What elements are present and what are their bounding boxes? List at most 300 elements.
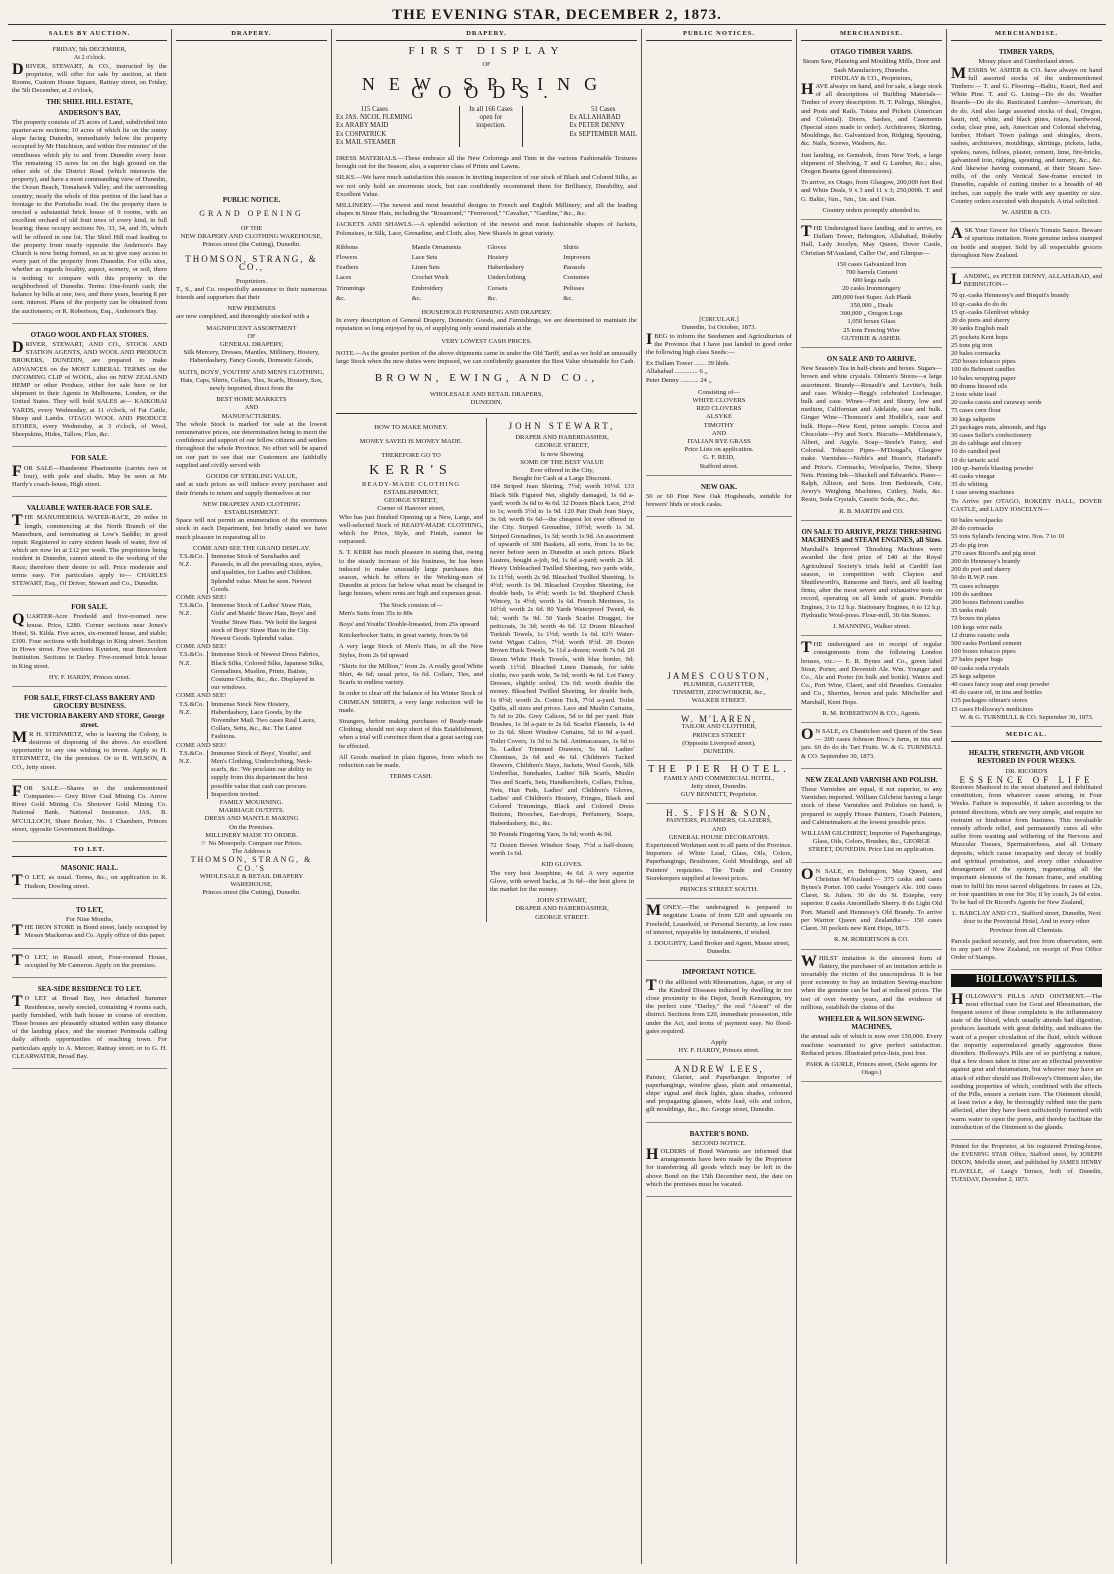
notice-title: PUBLIC NOTICE. (222, 196, 281, 205)
ad-heading: WHEELER & WILSON SEWING-MACHINES, (817, 1014, 926, 1032)
goods-item: 27 bales paper bags (951, 656, 1003, 664)
stock-line: Knickerbocker Suits, in great variety, from 9s 6d (339, 632, 468, 640)
goods-item: Mantle Ornaments (411, 243, 462, 251)
goods-item: 25 tons Fencing Wire (843, 326, 900, 334)
couston-ad (646, 670, 792, 710)
millinery: MILLINERY MADE TO ORDER. (205, 831, 298, 839)
goods-list (801, 261, 942, 335)
for-sale-ad (12, 450, 167, 497)
goods-item: Hosiery (487, 254, 509, 262)
ad-heading: OTAGO WOOL AND FLAX STORES. (30, 330, 149, 339)
of-the: OF THE (240, 224, 263, 232)
goods-item: 200 do Hennessy's brandy (951, 557, 1021, 565)
column-auctions (8, 29, 172, 1564)
olsen-ad (951, 225, 1102, 268)
ad-body: Experienced Workmen sent to all parts of the Province. Importers of White Lead, Glass, Oils, Colors, Paperhangings, Brushware, Gold Mouldings, and all Painters' requisites. The Trade and Country Storekeepers supplied at lowest prices. (646, 841, 792, 882)
wheeler-ad (801, 953, 942, 1083)
ad-body: THE Undersigned have landing, and to arrive, ex Dallam Tower, Bebington, Allahabad, Rokeby Hall, Lady Jocelyn, May Queen, Dover Castle, Christian M'Ausland, Caller Ou', and Glimpse— (801, 223, 942, 257)
ready-made: READY-MADE CLOTHING (362, 480, 460, 488)
kid-gloves: KID GLOVES. (541, 861, 583, 869)
otago-wool-ad (12, 327, 167, 448)
goods-item: 75 cases schnapps (951, 582, 999, 590)
lower-ads (336, 413, 637, 922)
goods-item: 600 kegs nails (852, 277, 891, 285)
stock-label: The Stock consists of— (379, 601, 443, 609)
goods-item: 30 cases Seller's confectionery (951, 431, 1032, 439)
pier-hotel-ad (646, 764, 792, 804)
goods-item: Lace Sets (411, 254, 438, 262)
ship: Ex JAS. NICOL FLEMING (336, 114, 413, 122)
goods-item: 200 do port and sherry (951, 566, 1011, 574)
kerr-text: S. T. KERR has much pleasure in stating that, owing to the steady increase of his business, he has been induced to make unusually large purchases this season, which he offers to the Working-men of Dunedin at prices far below what must be charged in large houses, where rents are high and expenses great. (339, 549, 483, 598)
column-heading: DRAPERY. (176, 29, 327, 41)
ad-body: IBEG to inform the Seedsmen and Agriculturists of the Province that I have just landed in good order the following high class Seeds:— (646, 330, 792, 357)
goods-item: 23 packages nuts, almonds, and figs (951, 423, 1047, 431)
ad-body: TO the afflicted with Rheumatism, Ague, or any of the Kindred Diseases induced by dwelling in too close proximity to the Depot, South Kensington, try the perfect cure "Darley," the real "Ararat" of the district. Sections from £20, immediate possession, title under the Act, and terms of payment easy. No flood-gates required. (646, 976, 792, 1035)
goods-item: 350,000 „ Deals (850, 301, 893, 309)
signature: R. B. MARTIN and CO. (839, 507, 904, 515)
ad-subheading: For Nine Months, (65, 916, 114, 924)
goods-item: Corsets (487, 284, 508, 292)
goods-grid (336, 244, 637, 303)
goods-item: Trimmings (336, 284, 366, 292)
goods-list (951, 292, 1102, 497)
goods-item: 135 packages oilman's stores (951, 697, 1028, 705)
silks: SILKS.—We have much satisfaction this season in inviting inspection of our stock of Black and Colored Silks, as we not only hold an enormous stock, but can confidently recommend them for Brilliancy, Durability, and Excellent Value. (336, 174, 637, 198)
varnish-ad (801, 772, 942, 863)
goods-item: 100 qr.-barrels blasting powder (951, 464, 1034, 472)
goods-item: 73 boxes tin plates (951, 615, 1001, 623)
case-count: 51 Cases (591, 106, 616, 114)
price-lists: Price Lists on application. (684, 446, 754, 454)
household: HOUSEHOLD FURNISHING AND DRAPERY. (421, 309, 552, 317)
ad-body: Just landing, ex Gemsbok, from New York, a large shipment of Shelving, T and G Lumber, &c.; also, Oregon Beams (good dimensions). (801, 151, 942, 176)
goods-item: Parasols (563, 264, 586, 272)
goods-item: Ribbons (336, 243, 358, 251)
ad-body: New Season's Tea in half-chests and boxes. Sugars—brown and white crystals. Oilmen's Stores—a large assortment. Brandy—Renault's and Levitte's, bulk and case. Whisky—Begg's celebrated Lochnagar, bulk and case. Wines—Port and Sherry, low and medium, Californian and Adelaide, case and bulk. Ginger Wine—Thomson's and Hoddle's, case and bulk. Hops—New Kent, prime sample. Cocoa and Chocolate—Fry and Son's. Biscuits—Middlemass's, Albert, and Argyle. Soap—Steele's Fancy, and Colonial. Tobacco Pipes—M'Dougal's, Glasgow make. Varnishes—Noble's and Hoare's, Harland's and Price's. Cornsacks, Woolpacks, Twine, Sheep Nets. Printing Ink—Shackell and Edwards's. Piano—Ralph, Allison, and Sons. Iron Bedsteads, Cots, Avery's Weighing Machines, Cutlery, Nails, &c. Resin, Soda Crystals, Caustic Soda, &c., &c. (801, 365, 942, 504)
goods-item: 25 tons pig iron (951, 341, 993, 349)
draper-2: DRAPER AND HABERDASHER, (515, 905, 609, 913)
signature: G. F. REID, (703, 454, 735, 462)
ad-heading: NEW ZEALAND VARNISH AND POLISH. (805, 775, 938, 784)
goods-item: 1 case sewing machines (951, 489, 1015, 497)
every-text: In every description of General Drapery, Domestic Goods, and Furnishings, we are determined to maintain the reputation so long enjoyed by us, of supplying only sound materials at the (336, 317, 637, 333)
street: GEORGE STREET, (535, 442, 589, 450)
ship: Ex MAIL STEAMER (336, 138, 396, 146)
goods-item: 15 qr.-casks Glenlivet whisky (951, 308, 1030, 316)
ad-body: MONEY.—The undersigned is prepared to negotiate Loans of from £20 and upwards on Freehold, Leasehold, or Personal Security, at low rates of interest, repayable by instalments, if wished. (646, 902, 792, 936)
ships-right (569, 106, 637, 147)
address: Stafford street. (699, 462, 739, 470)
column-heading: DRAPERY. (336, 29, 637, 41)
signature: J. MANNING, Walker street. (832, 623, 911, 630)
millinery: MILLINERY.—The newest and most beautiful designs in French and English Millinery; and all the leading shapes in Straw Hats, including the "Rosamond," "Fernwood," "Cavalier," "Gardine," &c., &c. (336, 202, 637, 218)
asher-ad (951, 44, 1102, 222)
ad-heading: ON SALE TO ARRIVE, PRIZE THRESHING MACHINES and STEAM ENGINES, all Sizes. (801, 527, 942, 544)
fish-ad (646, 807, 792, 899)
goods-item: 100 kegs wire nails (951, 623, 1003, 631)
ad-body: ON SALE, ex Chanticleer and Queen of the Seas— 200 cases Johnson Bros.'s Jams, in tins and jars. 60 do do do Tart Fruits. W. & G. TURNBULL & CO. September 30, 1873. (801, 726, 942, 760)
ad-body: HOLDERS of Bond Warrants are informed that arrangements have been made by the Proprietor for transferring all goods which may be left in the above Bond on the 15th December next, the date on which the premises must be vacated. (646, 1146, 792, 1188)
goods-item: 30 tanks English malt (951, 325, 1009, 333)
ad-heading: TIMBER YARDS, (998, 48, 1055, 57)
intro-text: T., S., and Co. respectfully announce to their numerous friends and supporters that their (176, 285, 327, 302)
suits: SUITS, BOYS', YOUTHS' AND MEN'S CLOTHING, (178, 368, 325, 376)
goods-item: 30 kegs saltpetre (951, 415, 996, 423)
bebington-ad (801, 866, 942, 950)
brand: DR. RICORD'S (1005, 767, 1048, 775)
goods-item: 100 do Belmont candles (951, 366, 1015, 374)
ad-body: THE IRON STORE in Bond street, lately occupied by Messrs Mackerras and Co. Apply office of this paper. (12, 922, 167, 940)
goods-item: Underclothing (487, 274, 526, 282)
stock-line: A very large Stock of Men's Hats, in all the New Styles, from 2s 6d upward (339, 643, 483, 659)
stewart-body: 184 Striped Jean Shirting, 7½d; worth 10½d. 133 Black Silk Figured Net, slightly damaged, 1s 6d a-yard; worth 3s 6d to 4s 6d. 32 Dozen Black Lace, 2½d to 1s; worth 3½d to 1s 9d. 120 Pair Drab Jean Stays, 3s 6d; worth 6s 6d—the cheapest lot ever offered in the City. Striped Grenadine, 10½d; worth 1s 3d. Striped Grenadines, 1s 3d; worth 1s 9d. An assortment of upwards of 300 Baskets, all sorts, from 1s to 6s; never before seen in Dunedin at such prices. Black Lustres, bought a-job, 9d, 1s 6d a-yard; worth 2s 3d. Heavy Unbleached Twilled Sheeting, two yards wide, 1s 11½d; worth 2s 9d. Bleached Twilled Sheeting, 1s 4½d; worth 1s 9d. Bleached Croydon Sheeting, for double beds, 1s 4½d; worth 1s 9d. Shepherd Check Wincey, 1s 4½d; worth 1s 6d. French Merinoes, 1s 10½d; worth 2s 6d. 80 Yards Waterproof Tweed, 4s 6d; worth 5s 9d. 50 Yards Scarlet Drugget, for petticoats, 3s 3d; worth 4s 6d. 12 Dozen Bleached Turkish Towels, 1s 1½d; worth 1s 6d. 63½ Water-twist Wigan Calico, 7½d; worth 9½d. 20 Dozen Brown Huck Towels, 5s 11d a-dozen; worth 7s 6d. 20 Dozen White Huck Towels, with blue border, 9d; worth 11½d. Bleached Linen Damask, for table cloths, two yards wide, 5s 6d; worth 4s 6d. Lot Fancy Dresses, slightly soiled, 13s 6d; worth double the money. Bleached Twilled Sheeting, for double beds, 1s 8½d; worth 2s. Cotton Tick, 7½d a-yard. Toilet Quilts, all sizes and prices. Lace and Muslin Curtains, 7s 6d to 20s. Grey Calicos, 5d to 8d per yard. Hair Brushes, 1s 3d a-pair to 2s 6d. Scarlet Flannels, 1s 4d to 2s 6d. Short Window Curtains, 5d to 9d a-yard. Toilet Covers, 1s 3d to 3s 6d. Antimacassars, 1s 6d to 5s. Ladies' Trimmed Drawers, 5s 6d. Ladies' Chemises, 2s 6d and 4s 6d. Children's Tucked Drawers, Children's Stays, Jackets, Wool Goods, Silk Umbrellas, Sunshades, Ladies' Silk Scarfs, Muslin Ties and Scarfs, Sets, Handkerchiefs, Collars, Fichus, Nets, Hair Pads, Ladies' and Children's Gloves, Ladies' and Children's Hosiery, Fringes, Black and Colored Trimmings, Black and Colored Dress Buttons, Brooches, Ear-drops, Perfumery, Soaps, Haberdashery, &c., &c. (490, 483, 634, 827)
goods-item: Linen Sets (411, 264, 440, 272)
goods-item: &c. (336, 294, 346, 302)
signature: R. M. ROBERTSON & CO. (834, 936, 909, 944)
of-label: OF (482, 61, 491, 69)
stock-text: Immense Stock New Hosiery, Haberdashery, Lace Goods, by the November Mail. Two cases Real Laces, Collars, Setts, &c., &c. The Latest Fashions. (210, 700, 316, 741)
stock-line: Men's Suits from 35s to 80s (339, 609, 413, 617)
consisting: Consisting of— (698, 388, 740, 396)
on-premises: On the Premises. (229, 823, 274, 831)
stocked-text: are now completed, and thoroughly stocked with a (176, 313, 310, 321)
ad-body: To arrive, ex Otago, from Glasgow, 200,000 feet Red and White Deals, 9 x 3 and 11 x 3; 250,000ft. T. and G. Baltic, ¾in., ⅞in., 1in. and 1¼in. (801, 179, 942, 203)
signature: J. DOUGHTY, Land Broker and Agent, Manse street, Dunedin. (648, 939, 790, 956)
stock-line: All Goods marked in plain figures, from which no reduction can be made. (339, 753, 483, 770)
line: PAINTERS, PLUMBERS, GLAZIERS, (666, 817, 772, 825)
signature: W. ASHER & CO. (1001, 209, 1052, 217)
goods-item: &c. (563, 294, 573, 302)
ad-heading: FOR SALE, FIRST-CLASS BAKERY AND GROCERY BUSINESS. (24, 694, 155, 711)
showing: Is now Showing (540, 450, 584, 458)
new-spring-goods: NEW SPRING GOODS. (361, 73, 612, 102)
goods-item: 10 bales wrapping paper (951, 374, 1016, 382)
total-cases: In all 166 Cases open for inspection. (459, 106, 523, 147)
stock-text: Immense Stock of Ladies' Straw Hats, Girls' and Maids' Straw Hats, Boys' and Youths' Straw Hats. 'We hold the largest stock of Boys' Straw Hats in the City. Newest Goods. Splendid value. (210, 602, 317, 642)
ship: Ex ARABY MAID (336, 122, 389, 130)
seeds-ad (646, 314, 792, 476)
goods-item: 45 casks vinegar (951, 472, 995, 480)
firm-name-2: THOMSON, STRANG, & CO.'S (190, 855, 313, 873)
date: Dunedin, 1st October, 1873. (681, 324, 757, 332)
ship: Ex PETER DENNY (569, 122, 625, 130)
goods-item: 20 casks cassia and caraway seeds (951, 399, 1042, 407)
firm-name: BROWN, EWING, AND CO., (374, 372, 599, 385)
ad-body: Painter, Glazier, and Paperhanger. Importer of paperhangings, window glass, plain and ornamental, ships' signal and deck lights, glass shades, coloured and propagating glasses, white lead, oils and colors, gilt mouldings, &c., &c. George street, Dunedin. (646, 1073, 792, 1114)
ad-body: Restores Manhood to the most shattered and debilitated constitution, from whatever cause arising, in Four Weeks. Failure is impossible, if taken according to the printed directions, which are very simple, and require no restraint or hindrance from business. This invaluable remedy affords relief, and permanently cures all who suffer from wasting and withering of the Nervous and Muscular Tissues, Spermatorrhoea, and all Urinary deposits, which cause incapacity and decay of bodily and spiritual prostration, and every other exhaustive derangement of the system, regenerating all the important elements of the human frame, and enabling man to fulfil his most sacred obligations. In cases at 12s, or four quantities in one for 36s; if by coach, 2s 6d extra. To be had of Dr Ricord's Agents for New Zealand, (951, 784, 1102, 906)
ad-body: These Varnishes are equal, if not superior, to any Varnishes imported. William Gilchrist having a large stock of these Varnishes and Polishes on hand, is prepared to supply House Painters, Coach Painters, and Cabinetmakers at the lowest possible price. (801, 786, 942, 826)
ad-heading-2: To Arrive per OTAGO, ROKEBY HALL, DOVER CASTLE, and LADY JOSCELYN— (951, 497, 1102, 513)
stewart-name: JOHN STEWART, (508, 420, 616, 431)
new-premises: NEW PREMISES (227, 305, 276, 313)
line: GENERAL HOUSE DECORATORS. (668, 833, 770, 841)
ship: Ex ALLAHABAD (569, 114, 621, 122)
dunedin: DUNEDIN. (470, 398, 503, 406)
ad-heading: SEA-SIDE RESIDENCE TO LET. (37, 985, 142, 994)
goods-item: 75 cases corn flour (951, 407, 1001, 415)
subheading: SECOND NOTICE. (692, 1139, 746, 1147)
stock-text: Immense Stock of Sunshades and Parasols, in all the prevailing sizes, styles, and qualities, for Ladies and Children. Splendid value. Must be seen. Newest Goods. (210, 552, 323, 593)
water-race-ad (12, 500, 167, 596)
no-monopoly: ☞ No Monopoly. Compare our Prices. (200, 840, 303, 848)
best-home: BEST HOME MARKETS (216, 396, 287, 404)
columns (8, 29, 1106, 1564)
kerr-who: Who has just finished Opening up a New, Large, and well-selected Stock of READY-MADE CLOTHING, which for Price, Style, and Finish, cannot be surpassed. (339, 513, 483, 546)
spacer (176, 44, 327, 194)
masonic-ad (12, 860, 167, 899)
seaside-ad (12, 981, 167, 1069)
and-label: AND (244, 404, 259, 412)
goods-item: Costumes (563, 274, 590, 282)
column-heading: PUBLIC NOTICES. (646, 29, 792, 41)
goods-item: 35 do whiting (951, 481, 988, 489)
goods-item: 280,000 feet Super. Ash Plank (831, 293, 912, 301)
money-ad (646, 902, 792, 961)
proprietors: Proprietors. (236, 277, 267, 285)
imprint: Printed for the Proprietor, at his registered Printing-house, the EVENING STAR Office, Stafford street, by JOSEPH DIXON, Melville street, and published by JAMES HENRY FLAVELLE, of Lang's Terrace, both of Dunedin, TUESDAY, December 2, 1873. (951, 1142, 1102, 1183)
note-text: NOTE.—As the greater portion of the above shipments came in under the Old Tariff, and as we hold an unusually large Stock when the new duties were imposed, we can confidently guarantee the Best Value obtainable for Cash. (336, 349, 637, 366)
signature: R. M. ROBERTSON & CO., Agents. (822, 709, 921, 717)
name: W. M'LAREN, (680, 714, 758, 725)
address: Princes street (the Cutting), Dunedin. (202, 241, 301, 249)
ad-body: THE MANUHERIKIA WATER-RACE, 20 miles in length, commencing at the North Branch of the Manorburn, and terminating at Low's Saddle; in good repair. Registered to carry sixteen heads of water, five of which are now let at £12 per week. The proprietors being resident in Dunedin, cannot attend to the working of the Race; therefore their desire to sell. Price moderate and terms easy. For particulars apply to— CHARLES STEWART, Esq., Of Driver, Stewart and Co., Dunedin. (12, 512, 167, 587)
best-value: SOME OF THE BEST VALUE (520, 458, 604, 466)
ever-offered: Ever offered in the City, (530, 466, 594, 474)
goods-item: 150 cases Galvanized Iron (836, 260, 907, 268)
goods-item: 2 tons white lead (951, 390, 996, 398)
ad-heading: MASONIC HALL. (60, 864, 119, 873)
shipments (336, 106, 637, 147)
shipment: Peter Denny ........... 24 ,, (646, 376, 712, 384)
goods-item: Laces (336, 274, 352, 282)
goods-item: Shirts (563, 243, 579, 251)
signature: W. & G. TURNBULL & CO. September 30, 1873. (959, 713, 1094, 721)
name: ANDREW LEES, (674, 1064, 764, 1075)
ad-body: ASK Your Grocer for Olsen's Tomato Sauce. Beware of spurious imitation. None genuine unless stamped on bottle and stopper. Sold by all respectable grocers throughout New Zealand. (951, 225, 1102, 259)
ad-body: MR H. STEINMETZ, who is leaving the Colony, is desirous of disposing of the above. An excellent opportunity to any one wishing to invest. Apply to H. STEINMETZ, On the premises. Or to R. WILSON, & CO., Jetty street. (12, 728, 167, 771)
whole-stock-text: The whole Stock is marked for sale at the lowest remunerative prices, our determination being to merit the confidence and support of our fellow citizens and settlers throughout the whole Province. No effort will be spared on our part to see that our Customers are faithfully supplied and civilly served with (176, 420, 327, 469)
line: (Opposite Liverpool street), (682, 739, 756, 747)
property-sale-ad (12, 599, 167, 687)
corner: Corner of Hanover street, (377, 505, 445, 513)
goods-item: 80 drums linseed oils (951, 382, 1008, 390)
firm-name: THOMSON, STRANG, & CO., (185, 254, 318, 273)
estate-title: THE SHIEL HILL ESTATE, (46, 98, 133, 107)
goods-item: 60 casks soda crystals (951, 664, 1010, 672)
new-drapery: NEW DRAPERY AND CLOTHING WAREHOUSE, (180, 232, 323, 240)
space-text: Space will not permit an enumeration of the enormous stock in each Department, but briefly stated we have much pleasure in requesting all to (176, 517, 327, 541)
ad-heading: BAXTER'S BOND. (689, 1129, 749, 1138)
stock-line: Boys' and Youths' Double-breasted, from 25s upward (339, 620, 480, 628)
prices-text: and at such prices as will induce every purchaser and their friends to return and supply themselves at our (176, 481, 327, 497)
line: TAILOR AND CLOTHIER, (681, 723, 757, 731)
baxter-ad (646, 1126, 792, 1197)
section-heading: MEDICAL. (951, 730, 1102, 742)
goods-item: 20 do cabbage and chicory (951, 440, 1022, 448)
magnificent: MAGNIFICENT ASSORTMENT (206, 324, 297, 332)
line: PLUMBER, GASFITTER, (683, 680, 755, 688)
product: ESSENCE OF LIFE (959, 774, 1094, 785)
proprietors: FINDLAY & CO., Proprietors, (830, 74, 913, 82)
russell-st-ad (12, 952, 167, 978)
column-drapery-thomson (172, 29, 332, 1564)
goods-item: 270 cases Bicord's and pig stout (951, 549, 1036, 557)
manufacturers: MANUFACTURERS. (221, 412, 282, 420)
ad-body: DRIVER, STEWART, AND CO., STOCK AND STATION AGENTS, AND WOOL AND PRODUCE BROKERS, DUNEDIN, are prepared to make ADVANCES on the MOST LIBERAL TERMS on the INCOMING CLIP of WOOL, also on NEW ZEALAND HEMP or other Produce, either for sale here or for shipment to their Agents in Melbourne, London, or the United States. They will hold SALES at— KAIKORAI YARDS, every Wednesday, at 11 o'clock, of Fat Cattle, Sheep and Lambs. OTAGO WOOL AND PRODUCE STORES, every Wednesday, at 3 o'clock, of Wool, Sheepskins, Hides, Tallow, Flax, &c. (12, 338, 167, 439)
ad-body: HOLLOWAY'S PILLS AND OINTMENT.—The most effectual cure for Gout and Rheumatism, the frequent source of these complaints is the inflammatory state of the blood, which usually attends bad digestion, produces lassitude with great debility, and indicates the want of a proper circulation of the fluid, which without the impurity superinduced greatly aggravates these disorders. Holloway's Pills are of so purifying a nature, that a few doses taken in time are an effectual preventive against gout and rheumatism, but whoever may have an attack of either should use Holloway's Ointment also, the soothing properties of which, combined with the effects of the Pills, ensure a certain cure. The Ointment should, at least twice a day, be thoroughly rubbed into the parts affected, after they have been sufficiently fomented with warm water to open the pores, and thereby facilitate the introduction of the Ointment to the glands. (951, 990, 1102, 1131)
signature: HY. F. HARDY, Princes street. (678, 1047, 760, 1055)
stock-item (176, 651, 327, 692)
goods-item: Pelisses (563, 284, 585, 292)
street: GEORGE STREET, (384, 497, 438, 505)
guthrie-ad (801, 223, 942, 348)
spacer (646, 520, 792, 670)
line: TINSMITH, ZINCWORKER, &c., (672, 688, 766, 696)
name: JAMES COUSTON, (667, 671, 771, 682)
items-text: Silk Mercery, Dresses, Mantles, Millinery, Hosiery, Haberdashery, Fancy Goods, Domestic Goods, (183, 349, 320, 365)
dress-materials: DRESS MATERIALS.—These embrace all the New Colorings and Tints in the various Fashionable Textures brought out for the Season; also, a superior class of Prints and Lawns. (336, 155, 637, 171)
come-see: COME AND SEE! (176, 643, 227, 651)
come-see: COME AND SEE! (176, 692, 227, 700)
ad-heading: HEALTH, STRENGTH, AND VIGOR RESTORED IN FOUR WEEKS. (968, 749, 1085, 766)
masthead: THE EVENING STAR, DECEMBER 2, 1873. (8, 6, 1106, 25)
lowest-prices: VERY LOWEST CASH PRICES. (441, 337, 532, 345)
ad-body: TO LET at Broad Bay, two detached Summer Residences, newly erected, containing 4 rooms each, partly furnished, with bath house in course of erection. These houses are pleasantly situated within easy distance of the landing place, and the steamer Peninsula calling daily affords opportunities of reaching town. For particulars apply to A. Mercer, Rattray street; or to G. H. CLEARWATER, Broad Bay. (12, 993, 167, 1060)
goods-item: 60 bales woolpacks (951, 516, 1003, 524)
stamp: T.S.&Co. N.Z. (176, 750, 208, 799)
bought: Bought for Cash at a Large Discount. (512, 475, 612, 483)
ad-body: FOR SALE.—Shares in the undermentioned Companies:— Grey River Coal Mining Co. Arrow River Gold Mining Co. Shotover Gold Mining Co. National Bank. National Insurance. JAS. B. M'CULLOCH, Share Broker, No. 1 Chambers, Princes street, opposite Government Buildings. (12, 782, 167, 833)
street-2: GEORGE STREET. (535, 913, 589, 921)
important-notice (646, 964, 792, 1060)
address-2: Princes street (the Cutting), Dunedin. (202, 889, 301, 897)
circular: [CIRCULAR.] (699, 316, 739, 324)
goods-item: 300,000 „ Oregon Logs (840, 310, 903, 318)
stock-line: Strangers, before making purchases of Ready-made Clothing, should not step short of this Establishment, when a trial will convince them that a great saving can be effected. (339, 718, 483, 750)
ad-body: FOR SALE—Handsome Phaetonette (carries two or four), with pole and shafts. May be seen at Mr Hardy's coach-house, High street. (12, 462, 167, 488)
establishment: ESTABLISHMENT, (383, 488, 439, 496)
ad-body: ON SALE, ex Bebington, May Queen, and Christian M'Ausland:— 375 casks and cases Bynes's Porter. 100 casks Younger's Ale. 100 cases Claret, St. Julien. 30 do do St. Estephe, very superior. 8 casks Amontillado Sherry. 8 do Light Old Port. Martell and Hennessy's Old Brandy. To arrive per Warrior Queen and Zealandia:— 150 cases Claret. 30 pockets new Kent Hops, 1873. (801, 865, 942, 933)
ship: Ex SEPTEMBER MAIL (569, 130, 637, 138)
column-drapery-brown-ewing (332, 29, 642, 1564)
stamp: T.S.&Co. N.Z. (176, 701, 208, 742)
shipment: Ex Dallam Tower ....... 39 hhds. (646, 360, 730, 368)
sale-date: FRIDAY, 5th DECEMBER, (52, 46, 127, 54)
goods-item: 20 do ports and sherry (951, 317, 1010, 325)
column-heading: SALES BY AUCTION. (12, 29, 167, 41)
stock-text: Immense Stock of Boys', Youths', and Men's Clothing, Underclothing, Neck-scarfs, &c. 'We proclaim our ability to supply from this department the best possible value that cash can procure. Inspection invited. (210, 749, 313, 798)
stamp: T.S.&Co. N.Z. (176, 602, 208, 643)
general-drapery: GENERAL DRAPERY, (219, 341, 284, 349)
goods-item: 10 qr.-casks do do do (951, 300, 1008, 308)
goods-item: Gloves (487, 243, 507, 251)
goods-item: 10 do candied peel (951, 448, 1001, 456)
stock-item (176, 750, 327, 799)
ad-body: Marshall's Improved Threshing Machines were awarded the first prize of £40 at the Royal Agricultural Society's trials held at Cardiff last season, in competition with Clayton and Shuttleworth's, Ransome and Sim's, and all leading firms, after the most severe and exhaustive tests on record, operating on all kinds of grain. Portable Engines, 3 to 12 h.p. Stationary Engines, 6 to 12 h.p. Hydraulic Wool-press. Flour-mill, 3ft 6in Stones. (801, 546, 942, 619)
line: GUY BENNETT, Proprietor. (680, 790, 758, 798)
line: WALKER STREET. (691, 697, 747, 705)
estate-location: ANDERSON'S BAY, (58, 108, 121, 117)
holloway-ad (951, 991, 1102, 1140)
estate-body: The property consists of 25 acres of Land, subdivided into quarter-acre sections; 10 acres of which lie on the sunny slope facing Dunedin, immediately below the property occupied by Mr Hutchison, and within five minutes' of the omnibuses which ply to and from Dunedin every hour. The remaining 15 acres lie on the high ground on the other side of the District Road (which intersects the property), and have a most commanding view of Dunedin, the Ocean Beach, Tomahawk Valley, and the surrounding country; nearly the whole of this portion of the land has a frontage to the Portobello road. On the property there is erected a substantial brick house of 9 rooms, with an excellent orchard of old fruit trees of every kind, in full bearing; these occupy sections No. 33, 34, and 35, which will be offered in one lot. The Shiel Hill road leading to the property from nearly opposite the Anderson's Bay Church is now being formed, so as to give easy access to every part of the property from Dunedin. For villa sites, whether as regards locality, aspect, scenery, or soil, there is nothing to compare with this property in the neighborhood of Dunedin. Terms: One-fourth cash; the balance by bills at one, two, and three years, bearing 8 per cent. interest. Plans of the property can be obtained from the auctioneers; or R. Robertson, Esq., Anderson's Bay. (12, 118, 167, 315)
column-heading: MERCHANDISE. (951, 29, 1102, 41)
stewart-ad (487, 418, 637, 922)
marriage: MARRIAGE OUTFITS. (218, 807, 285, 815)
ad-heading: OTAGO TIMBER YARDS. (830, 48, 913, 57)
stock-line: "Shirts for the Million," from 2s. A really good White Shirt, 4s 6d; usual price, 6s 6d. Collars, Ties, and Scarfs in endless variety. (339, 662, 483, 687)
stamp: T.S.&Co. N.Z. (176, 651, 208, 692)
stewart-soap: 72 Dozen Brown Windsor Soap, 7½d a half-dozen; worth 1s 6d. (490, 842, 634, 858)
ad-body: HAVE always on hand, and for sale, a large stock of all descriptions of Building Materials— Timber of every description. H. T. Palings, Shingles, and Posts and Rails. Totara and Pickets (American and Colonial). Doors, Sashes, and Casements (Special sizes made to order). Architraves, Skirting, Mouldings, &c. Galvanized Iron, Ridging, Spouting, &c. Nails, Screws, Washers, &c. (801, 81, 942, 148)
column-merchandise-1 (797, 29, 947, 1564)
kerr-name: KERR'S (369, 462, 453, 478)
stock-text: Immense Stock of Newest Dress Fabrics, Black Silks, Colored Silks, Japanese Silks, Grenadines, Muslins, Prints, Batiste, Costume Cloths, &c., &c. Displayed in our windows. (210, 651, 324, 692)
stock-item (176, 701, 327, 742)
ad-subheading: THE VICTORIA BAKERY AND STORE, George street. (14, 712, 165, 729)
family-mourning: FAMILY MOURNING. (219, 799, 284, 807)
goods-item: 40 cases fancy soap and soap powder (951, 681, 1050, 689)
ad-body: 50 or 60 Fine New Oak Hogsheads, suitable for brewers' hhds or stock casks. (646, 493, 792, 509)
goods-item: 55 tons Syland's fencing wire. Nos. 7 to 10 (951, 533, 1065, 541)
goods-item: 45 do castor oil, in tins and bottles (951, 689, 1042, 697)
ad-heading: FOR SALE. (71, 454, 108, 463)
come-grand: COME AND SEE THE GRAND DISPLAY. (192, 544, 311, 552)
goods-item: 200 boxes Belmont candles (951, 599, 1024, 606)
seed-item: ALSYKE (705, 413, 732, 421)
goods-item: 20 casks Ironmongery (842, 285, 901, 293)
goods-item: 100 boxes tobacco pipes (951, 648, 1016, 656)
line: Jetty street, Dunedin. (690, 782, 748, 790)
goods-item: 35 tanks malt (951, 607, 987, 615)
ad-body: TO LET, in Russell street, Four-roomed House, occupied by Mr Cameron. Apply on the premises. (12, 951, 167, 969)
martin-ad (801, 351, 942, 521)
ad-heading: FOR SALE. (71, 603, 108, 612)
seed-item: RED CLOVERS (696, 405, 742, 413)
goods-item: 500 casks Portland cement (951, 640, 1022, 648)
stock-item (176, 602, 327, 643)
ricord-ad (951, 745, 1102, 970)
oak-ad (646, 479, 792, 518)
ad-heading: NEW OAK. (700, 482, 738, 491)
wholesale: WHOLESALE AND RETAIL DRAPERS, (429, 390, 544, 398)
seed-item: TIMOTHY (703, 421, 735, 429)
consign-ad (801, 639, 942, 723)
name: H. S. FISH & SON, (666, 808, 772, 819)
seed-item: WHITE CLOVERS (692, 397, 746, 405)
spacer (646, 44, 792, 314)
goods-item: 15 cases Holloway's medicines (951, 705, 1033, 713)
goods-item: 250 boxes tobacco pipes (951, 358, 1016, 366)
ad-body: the annual sale of which is now over 150,000. Every machine warranted to give perfect satisfaction. Reduced prices. Illustrated price-lists, post free. (801, 1033, 942, 1057)
goods-item: Feathers (336, 264, 359, 272)
goods-list (951, 517, 1102, 714)
shares-ad (12, 783, 167, 842)
ships-left (336, 106, 412, 147)
goods-item: 25 do pig iron (951, 541, 989, 549)
kid-body: The very best Josephine, 4s 6d. A very superior Glove, with sewed backs, at 3s 6d—the best glove in the market for the money. (490, 869, 634, 894)
ad-heading: LANDING, ex PETER DENNY, ALLAHABAD, and BEBINGTON— (951, 271, 1102, 289)
line: FAMILY AND COMMERCIAL HOTEL, (663, 774, 775, 782)
grand-opening: GRAND OPENING (199, 209, 304, 219)
jackets: JACKETS AND SHAWLS.—A splendid selection of the newest and most fashionable shapes of Jackets, Polonaises, in Silk, Lace, Grenadine, and Cloth; also, New Shawls in great variety. (336, 221, 637, 237)
line: AND (711, 825, 727, 833)
ad-body: MESSRS W. ASHER & CO. have always on hand full assorted stocks of the undermentioned Timbers:— T. and G. Flooring—Baltic, Kauri, Red and White Pine. T. and G. Lining—Do do do. Weather Boards—Do do do. Rusticated Lumber—American, do do do. And also large assorted stocks of deal, Oregon, kauri, red, white, and black pines, totara, hardwood, cedar, clear pine, ash, American and Colonial shelving, lumber, Hobart Town palings and shingles, doors, sashes, architraves, mouldings, skirtings, pickets, laths, spokes, naves, felloes, plaster, cement, lime, fire-bricks, galvanized iron, ridging, spouting, and turnery, &c., &c. And likewise having command, at their Steam Saw-mills, of the only Vertical Saw-frame erected in Dunedin, capable of cutting timber to a breadth of 48 inches, can supply the trade with any quantity or size. Country orders executed with despatch. A trial solicited. (951, 64, 1102, 205)
section-heading: TO LET. (12, 845, 167, 857)
goods-item: 70 qr.-casks Hennessy's and Bisquit's brandy (951, 292, 1070, 300)
column-merchandise-2 (947, 29, 1106, 1564)
goods-item: &c. (487, 294, 498, 302)
